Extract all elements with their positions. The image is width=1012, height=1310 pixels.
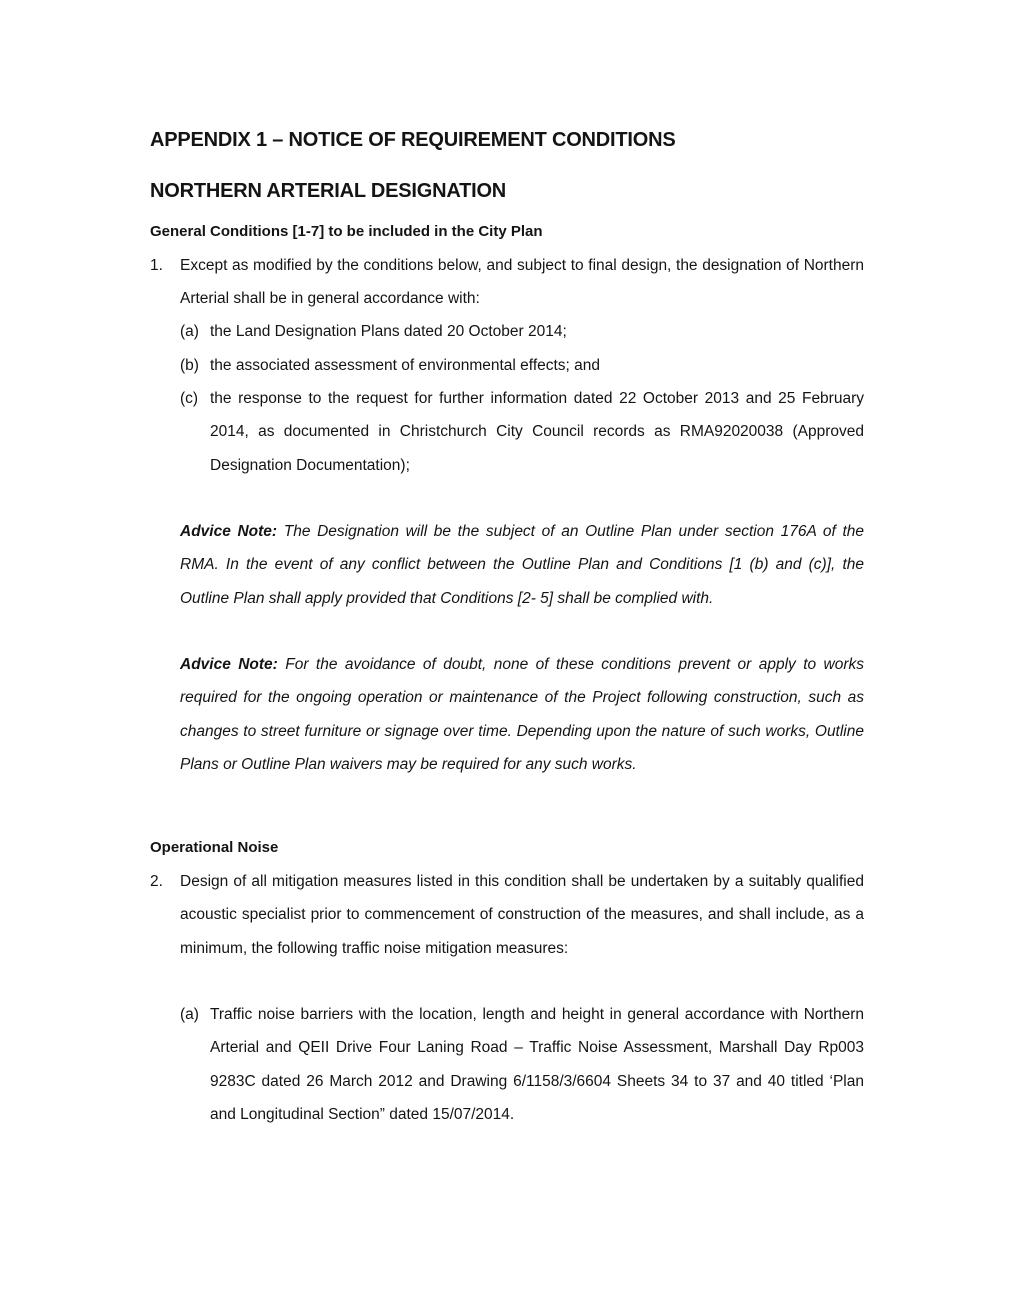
condition-1-text: Except as modified by the conditions below, and subject to final design, the designation of Northern Arterial shall be in general accordance with: — [180, 257, 864, 308]
condition-1a-label: (a) — [180, 323, 199, 340]
condition-1-number: 1. — [150, 257, 163, 274]
condition-1a-text: the Land Designation Plans dated 20 October 2014; — [210, 323, 567, 340]
designation-heading: NORTHERN ARTERIAL DESIGNATION — [150, 180, 507, 202]
advice-note-1-text: The Designation will be the subject of an Outline Plan under section 176A of the RMA. In the event of any conflict between the Outline Plan and Conditions [1 (b) and (c)], the Outline Plan shall apply provided that Conditions [2- 5] shall be complied with. — [180, 523, 864, 607]
general-conditions-heading: General Conditions [1-7] to be included in the City Plan — [150, 223, 543, 240]
advice-note-2 — [180, 648, 864, 782]
advice-note-2-label: Advice Note: — [180, 656, 278, 673]
condition-2a-label: (a) — [180, 1006, 199, 1023]
advice-note-2-text: For the avoidance of doubt, none of these conditions prevent or apply to works required for the ongoing operation or maintenance of the Project following construction, such as changes to street furniture or signage over time. Depending upon the nature of such works, Outline Plans or Outline Plan waivers may be required for any such works. — [180, 656, 864, 774]
condition-1c-text: the response to the request for further information dated 22 October 2013 and 25 February 2014, as documented in Christchurch City Council records as RMA92020038 (Approved Designation Documentation); — [210, 390, 864, 474]
condition-2-number: 2. — [150, 873, 163, 890]
operational-noise-heading: Operational Noise — [150, 839, 279, 856]
condition-2-text: Design of all mitigation measures listed in this condition shall be undertaken by a suitably qualified acoustic specialist prior to commencement of construction of the measures, and shall include, as a minimum, the following traffic noise mitigation measures: — [180, 873, 864, 957]
advice-note-1 — [180, 515, 864, 615]
condition-1b-label: (b) — [180, 357, 199, 374]
appendix-heading: APPENDIX 1 – NOTICE OF REQUIREMENT CONDITIONS — [150, 129, 676, 151]
advice-note-1-label: Advice Note: — [180, 523, 278, 540]
condition-1b-text: the associated assessment of environmental effects; and — [210, 357, 601, 374]
condition-1c-label: (c) — [180, 390, 199, 407]
condition-2a-text: Traffic noise barriers with the location, length and height in general accordance with Northern Arterial and QEII Drive Four Laning Road – Traffic Noise Assessment, Marshall Day Rp003 9283C dated 26 March 2012 and Drawing 6/1158/3/6604 Sheets 34 to 37 and 40 titled ‘Plan and Longitudinal Section” dated 15/07/2014. — [210, 1006, 864, 1124]
